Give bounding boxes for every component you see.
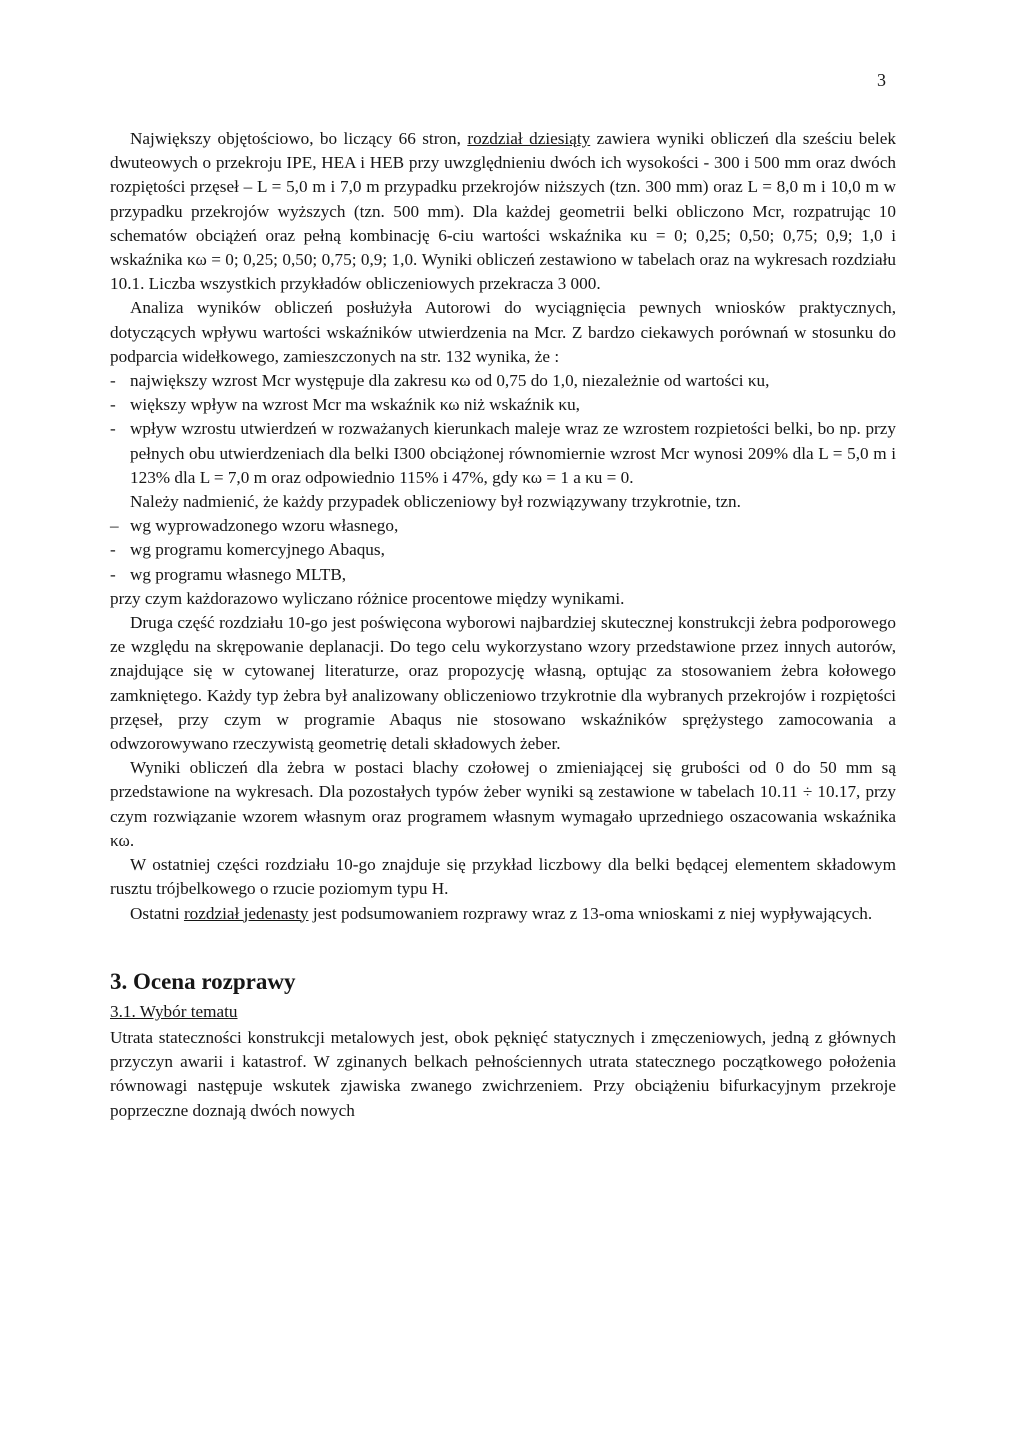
list-item: - większy wpływ na wzrost Mcr ma wskaźnik κω niż wskaźnik κu, <box>110 395 580 415</box>
paragraph-three-methods: Należy nadmienić, że każdy przypadek obliczeniowy był rozwiązywany trzykrotnie, tzn. <box>130 492 741 512</box>
paragraph-chapter-eleven: Ostatni rozdział jedenasty jest podsumowaniem rozprawy wraz z 13-oma wnioskami z niej wypływających. <box>130 903 873 923</box>
paragraph-ribs: Druga część rozdziału 10-go jest poświęcona wyborowi najbardziej skutecznej konstrukcji żebra podporowego ze względu na skrępowanie deplanacji. Do tego celu wykorzystano wzory przedstawione przez innych autorów, znajdujące się w cytowanej literaturze, oraz propozycję własną, optując za stosowaniem żebra kołowego zamkniętego. Każdy typ żebra był analizowany obliczeniowo trzykrotnie dla wybranych przekrojów i rozpiętości przęseł, przy czym w programie Abaqus nie stosowano wskaźników sprężystego zamocowania a odwzorowywano rzeczywistą geometrię detali składowych żeber. <box>110 613 896 754</box>
page-number: 3 <box>877 70 886 90</box>
list-item: - wg programu własnego MLTB, <box>110 564 347 584</box>
document-body <box>110 127 896 1123</box>
paragraph-analysis: Analiza wyników obliczeń posłużyła Autorowi do wyciągnięcia pewnych wniosków praktycznych, dotyczących wpływu wartości wskaźników utwierdzenia na Mcr. Z bardzo ciekawych porównań w stosunku do podparcia widełkowego, zamieszczonych na str. 132 wynika, że : <box>110 298 896 366</box>
chapter-ten-link: rozdział dziesiąty <box>467 129 591 148</box>
paragraph-differences: przy czym każdorazowo wyliczano różnice procentowe między wynikami. <box>110 588 625 608</box>
subsection-heading: 3.1. Wybór tematu <box>110 1001 238 1021</box>
chapter-eleven-link: rozdział jedenasty <box>183 903 309 923</box>
paragraph-chapter-ten: Największy objętościowo, bo liczący 66 stron, rozdział dziesiąty zawiera wyniki obliczeń dla sześciu belek dwuteowych o przekroju IPE, HEA i HEB przy uwzględnieniu dwóch ich wysokości - 300 i 500 mm oraz dwóch rozpiętości przęseł – L = 5,0 m i 7,0 m przypadku przekrojów niższych (tzn. 300 mm) oraz L = 8,0 m i 10,0 m w przypadku przekrojów wyższych (tzn. 500 mm). Dla każdej geometrii belki obliczono Mcr, rozpatrując 10 schematów obciążeń oraz pełną kombinację 6-ciu wartości wskaźnika κu = 0; 0,25; 0,50; 0,75; 0,9; 1,0 i wskaźnika κω = 0; 0,25; 0,50; 0,75; 0,9; 1,0. Wyniki obliczeń zestawiono w tabelach oraz na wykresach rozdziału 10.1. Liczba wszystkich przykładów obliczeniowych przekracza 3 000. <box>110 129 897 294</box>
list-item: - największy wzrost Mcr występuje dla zakresu κω od 0,75 do 1,0, niezależnie od wartości κu, <box>110 371 770 391</box>
paragraph-topic: Utrata stateczności konstrukcji metalowych jest, obok pęknięć statycznych i zmęczeniowych, jedną z głównych przyczyn awarii i katastrof. W zginanych belkach pełnościennych utrata statecznego początkowego położenia równowagi następuje wskutek zjawiska zwanego zwichrzeniem. Przy obciążeniu bifurkacyjnym przekroje poprzeczne doznają dwóch nowych <box>110 1027 896 1120</box>
list-item: - wg programu komercyjnego Abaqus, <box>110 540 385 560</box>
paragraph-results: Wyniki obliczeń dla żebra w postaci blachy czołowej o zmieniającej się grubości od 0 do 50 mm są przedstawione na wykresach. Dla pozostałych typów żeber wyniki są zestawione w tabelach 10.11 ÷ 10.17, przy czym rozwiązanie wzorem własnym oraz programem własnym wymagało uprzedniego oszacowania wskaźnika κω. <box>110 758 896 850</box>
paragraph-example: W ostatniej części rozdziału 10-go znajduje się przykład liczbowy dla belki będącej elementem składowym rusztu trójbelkowego o rzucie poziomym typu H. <box>110 855 896 899</box>
list-item: – wg wyprowadzonego wzoru własnego, <box>110 516 399 536</box>
list-item: - wpływ wzrostu utwierdzeń w rozważanych kierunkach maleje wraz ze wzrostem rozpietości belki, bo np. przy pełnych obu utwierdzeniach dla belki I300 obciążonej równomiernie wzrost Mcr wynosi 209% dla L = 5,0 m i 123% dla L = 7,0 m oraz odpowiednio 115% i 47%, gdy κω = 1 a κu = 0. <box>110 419 896 487</box>
section-heading: 3. Ocena rozprawy <box>110 968 296 994</box>
